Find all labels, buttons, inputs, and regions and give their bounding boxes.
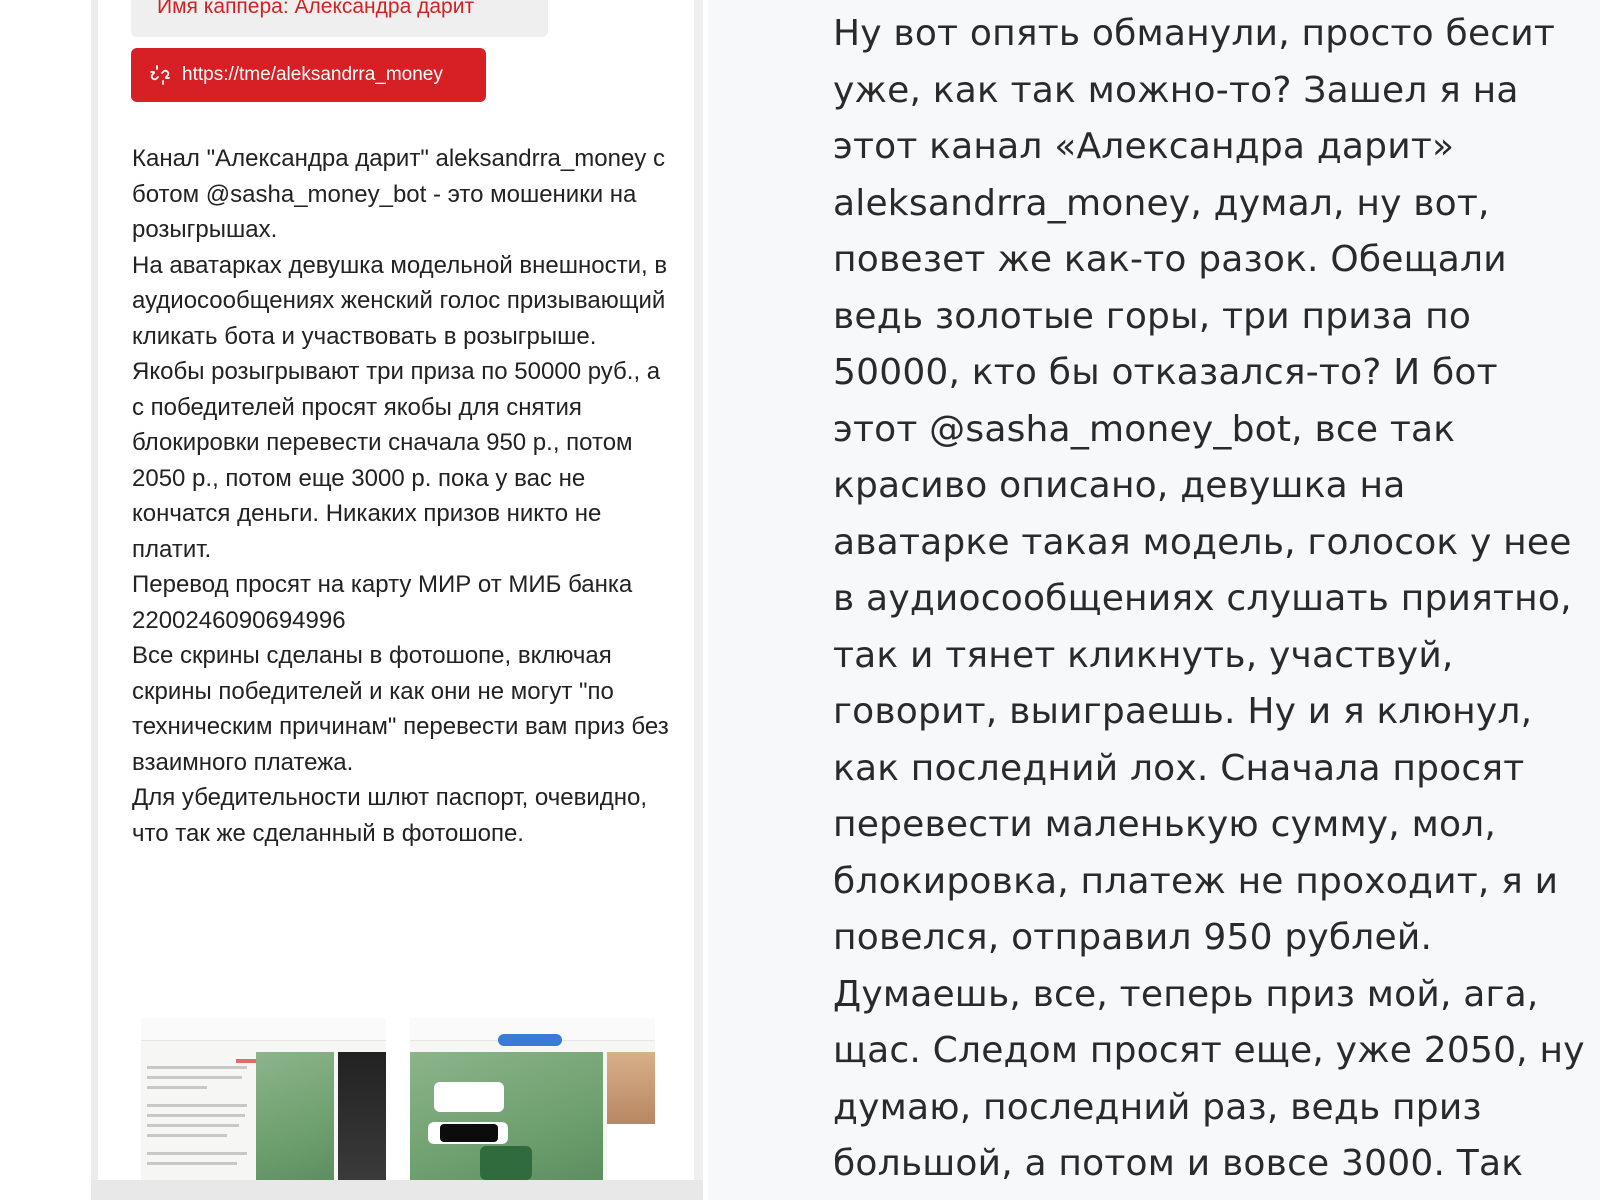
card-bottom-bar (91, 1180, 703, 1200)
profile-info (607, 1124, 655, 1180)
text-line (147, 1114, 245, 1117)
article-paragraph: Все скрины сделаны в фотошопе, включая скрины победителей и как они не могут "по техническим причинам" перевести вам приз без взаимного платежа. (132, 642, 669, 776)
article-paragraph: На аватарках девушка модельной внешности, в аудиосообщениях женский голос призывающий кликать бота и участвовать в розыгрыше. (132, 251, 668, 350)
participate-button-mark (498, 1034, 562, 1046)
thumbnail-titlebar (141, 1018, 386, 1041)
capper-name-label: Имя каппера: Александра дарит (157, 0, 475, 18)
text-line (147, 1134, 227, 1137)
article-paragraph: Канал "Александра дарит" aleksandrra_money с ботом @sasha_money_bot - это мошеники на розыгрышах. (132, 145, 665, 243)
text-line (147, 1152, 247, 1155)
telegram-link-label: https://tme/aleksandrra_money (182, 64, 443, 85)
text-line (147, 1076, 242, 1079)
left-pane (0, 0, 708, 1200)
text-line (147, 1124, 239, 1127)
text-line (147, 1104, 247, 1107)
card-left-border (91, 0, 98, 1200)
article-body (132, 141, 672, 851)
text-line (147, 1086, 207, 1089)
telegram-link-button[interactable] (131, 48, 486, 102)
article-paragraph: Якобы розыгрывают три приза по 50000 руб., а с победителей просят якобы для снятия блокировки перевести сначала 950 р., потом 2050 р., потом еще 3000 р. пока у вас не кончатся деньги. Никаких призов никто не платит. (132, 358, 661, 563)
article-paragraph: Перевод просят на карту МИР от МИБ банка 2200246090694996 (132, 571, 633, 634)
card-right-border (694, 0, 703, 1200)
article-paragraph: Для убедительности шлют паспорт, очевидно, что так же сделанный в фотошопе. (132, 784, 648, 847)
text-line (147, 1162, 237, 1165)
review-paragraph: Ну вот опять обманули, просто бесит уже, как так можно-то? Зашел я на этот канал «Александра дарит» aleksandrra_money, думал, ну вот, повезет же как-то разок. Обещали ведь золотые горы, три приза по 50000, кто бы отказался-то? И бот этот @sasha_money_bot, все так красиво описано, девушка на аватарке такая модель, голосок у нее в аудиосообщениях слушать приятно, так и тянет кликнуть, участвуй, говорит, выиграешь. Ну и я клюнул, как последний лох. Сначала просят перевести маленькую сумму, мол, блокировка, платеж не проходит, я и повелся, отправил 950 рублей. Думаешь, все, теперь приз мой, ага, щас. Следом просят еще, уже 2050, ну думаю, последний раз, ведь приз большой, а потом и вовсе 3000. Так (833, 13, 1585, 1184)
review-text (833, 6, 1593, 1193)
car-photo (338, 1052, 386, 1180)
chat-bubble (434, 1082, 504, 1112)
screenshot-thumbnail-2[interactable] (410, 1018, 655, 1180)
right-pane (708, 0, 1600, 1200)
woman-photo (607, 1052, 655, 1124)
broken-link-icon (148, 63, 172, 87)
capper-name-box (131, 0, 548, 37)
redacted-area (440, 1124, 498, 1142)
voice-message (480, 1146, 532, 1180)
text-line (147, 1066, 247, 1069)
screenshot-thumbnail-1[interactable] (141, 1018, 386, 1180)
chat-background (256, 1052, 334, 1180)
